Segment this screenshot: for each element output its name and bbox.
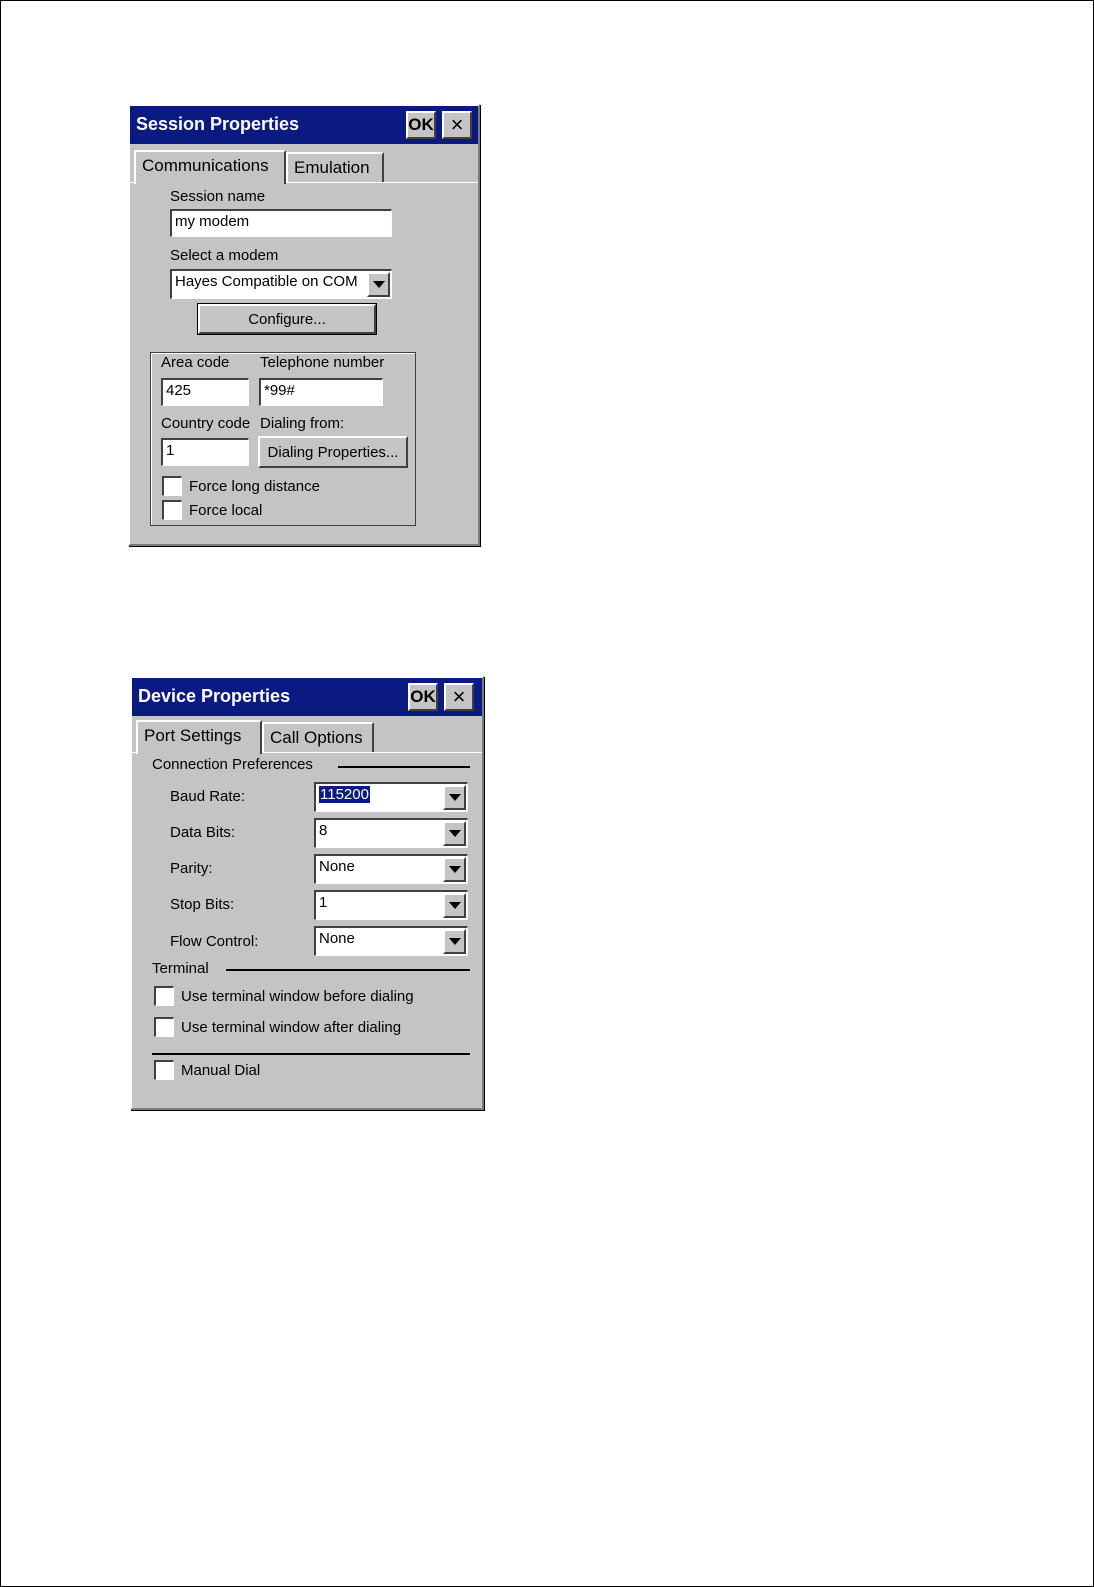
- flow-control-label: Flow Control:: [170, 933, 259, 950]
- modem-select-value: Hayes Compatible on COM: [175, 273, 358, 290]
- modem-label: Select a modem: [170, 247, 279, 264]
- parity-dropdown-button[interactable]: [443, 857, 466, 882]
- force-long-distance-label: Force long distance: [189, 478, 320, 495]
- chevron-down-icon: [449, 794, 461, 801]
- tab-call-options[interactable]: Call Options: [262, 722, 374, 752]
- modem-select[interactable]: [170, 269, 392, 299]
- session-name-label: Session name: [170, 188, 266, 205]
- parity-select[interactable]: [314, 854, 468, 884]
- terminal-divider: [226, 969, 470, 971]
- telephone-input[interactable]: *99#: [259, 378, 383, 406]
- force-local-label: Force local: [189, 502, 263, 519]
- session-ok-button[interactable]: OK: [406, 111, 436, 139]
- chevron-down-icon: [449, 830, 461, 837]
- data-bits-value: 8: [319, 822, 328, 839]
- country-code-input[interactable]: 1: [161, 438, 249, 466]
- device-titlebar: [132, 678, 482, 716]
- data-bits-dropdown-button[interactable]: [443, 821, 466, 846]
- chevron-down-icon: [449, 938, 461, 945]
- stop-bits-select[interactable]: [314, 890, 468, 920]
- connection-preferences-divider: [338, 766, 470, 768]
- configure-button[interactable]: Configure...: [198, 304, 376, 334]
- device-properties-dialog: [130, 676, 484, 1110]
- tab-port-settings[interactable]: Port Settings: [136, 720, 262, 754]
- parity-value: None: [319, 858, 355, 875]
- dialing-from-label: Dialing from:: [260, 415, 345, 432]
- chevron-down-icon: [373, 281, 385, 288]
- before-dialing-checkbox[interactable]: [154, 986, 174, 1006]
- flow-control-value: None: [319, 930, 355, 947]
- before-dialing-label: Use terminal window before dialing: [181, 988, 414, 1005]
- baud-rate-select[interactable]: [314, 782, 468, 812]
- stop-bits-dropdown-button[interactable]: [443, 893, 466, 918]
- session-close-button[interactable]: [442, 111, 472, 139]
- telephone-label: Telephone number: [260, 354, 385, 371]
- manual-dial-label: Manual Dial: [181, 1062, 261, 1079]
- baud-rate-label: Baud Rate:: [170, 788, 246, 805]
- manual-dial-divider: [152, 1053, 470, 1055]
- stop-bits-label: Stop Bits:: [170, 896, 235, 913]
- force-long-distance-checkbox[interactable]: [162, 476, 182, 496]
- device-close-button[interactable]: [444, 683, 474, 711]
- area-code-input[interactable]: 425: [161, 378, 249, 406]
- area-code-label: Area code: [161, 354, 230, 371]
- session-titlebar: [130, 106, 478, 144]
- chevron-down-icon: [449, 866, 461, 873]
- baud-rate-dropdown-button[interactable]: [443, 785, 466, 810]
- after-dialing-checkbox[interactable]: [154, 1017, 174, 1037]
- tab-communications[interactable]: Communications: [134, 150, 286, 184]
- data-bits-select[interactable]: [314, 818, 468, 848]
- terminal-label: Terminal: [152, 960, 209, 977]
- connection-preferences-label: Connection Preferences: [152, 756, 313, 773]
- chevron-down-icon: [449, 902, 461, 909]
- stop-bits-value: 1: [319, 894, 328, 911]
- country-code-label: Country code: [161, 415, 251, 432]
- flow-control-dropdown-button[interactable]: [443, 929, 466, 954]
- force-local-checkbox[interactable]: [162, 500, 182, 520]
- session-title: Session Properties: [136, 114, 300, 134]
- after-dialing-label: Use terminal window after dialing: [181, 1019, 402, 1036]
- flow-control-select[interactable]: [314, 926, 468, 956]
- manual-dial-checkbox[interactable]: [154, 1060, 174, 1080]
- parity-label: Parity:: [170, 860, 213, 877]
- session-properties-dialog: [128, 104, 480, 546]
- device-title: Device Properties: [138, 686, 291, 706]
- tab-emulation[interactable]: Emulation: [286, 152, 384, 182]
- data-bits-label: Data Bits:: [170, 824, 236, 841]
- session-name-input[interactable]: my modem: [170, 209, 392, 237]
- dialing-properties-button[interactable]: Dialing Properties...: [258, 436, 408, 468]
- baud-rate-value: 115200: [320, 786, 369, 803]
- device-ok-button[interactable]: OK: [408, 683, 438, 711]
- close-icon: ×: [452, 684, 466, 709]
- modem-dropdown-button[interactable]: [367, 272, 390, 297]
- close-icon: ×: [450, 112, 464, 137]
